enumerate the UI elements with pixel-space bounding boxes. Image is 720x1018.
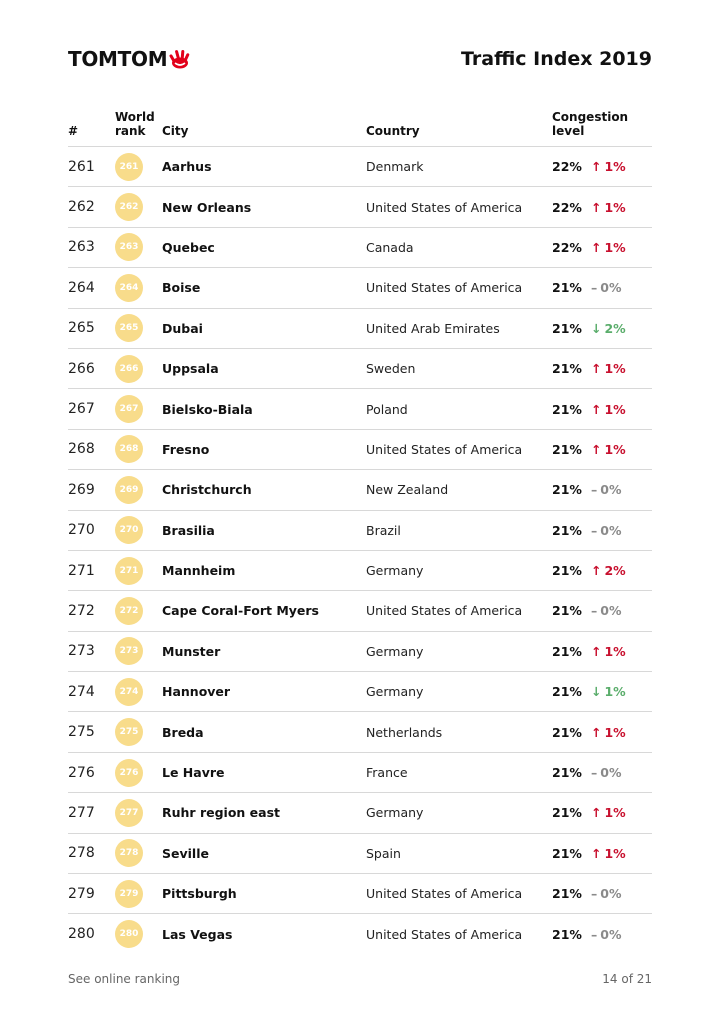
- column-header-country: Country: [366, 124, 420, 138]
- congestion-level: 21%: [552, 522, 582, 538]
- change-arrow-icon: ↑: [591, 199, 602, 215]
- congestion-change: [591, 793, 626, 832]
- world-rank-badge: 278: [115, 839, 143, 867]
- change-value: 1%: [604, 401, 626, 417]
- change-value: 0%: [600, 603, 622, 619]
- congestion-change: [591, 511, 621, 550]
- world-rank-badge: 272: [115, 597, 143, 625]
- change-arrow-icon: –: [591, 926, 598, 942]
- column-header-number: #: [68, 124, 79, 138]
- row-number: 262: [68, 199, 95, 216]
- table-row: [68, 672, 652, 712]
- world-rank-badge: 266: [115, 355, 143, 383]
- change-value: 1%: [604, 159, 626, 175]
- world-rank-cell: [115, 632, 143, 671]
- congestion-level: 21%: [552, 805, 582, 821]
- world-rank-cell: [115, 551, 143, 590]
- online-ranking-link[interactable]: See online ranking: [68, 972, 181, 986]
- change-arrow-icon: –: [591, 603, 598, 619]
- world-rank-cell: [115, 591, 143, 630]
- country-name: United States of America: [366, 603, 523, 619]
- row-number: 276: [68, 764, 95, 781]
- country-name: Brazil: [366, 522, 401, 538]
- country-name: New Zealand: [366, 482, 449, 498]
- table-row: [68, 551, 652, 591]
- table-row: [68, 470, 652, 510]
- world-rank-badge: 280: [115, 920, 143, 948]
- row-number: 269: [68, 481, 95, 498]
- table-row: [68, 793, 652, 833]
- change-arrow-icon: –: [591, 280, 598, 296]
- world-rank-badge: 261: [115, 153, 143, 181]
- city-name: Munster: [162, 643, 221, 659]
- change-arrow-icon: ↓: [591, 684, 602, 700]
- row-number: 268: [68, 441, 95, 458]
- world-rank-cell: [115, 511, 143, 550]
- row-number: 278: [68, 845, 95, 862]
- city-name: Las Vegas: [162, 926, 233, 942]
- change-arrow-icon: ↑: [591, 563, 602, 579]
- change-arrow-icon: –: [591, 482, 598, 498]
- change-arrow-icon: ↑: [591, 724, 602, 740]
- row-number: 263: [68, 239, 95, 256]
- congestion-level: 21%: [552, 926, 582, 942]
- city-name: Hannover: [162, 684, 231, 700]
- city-name: Fresno: [162, 441, 210, 457]
- congestion-level: 21%: [552, 684, 582, 700]
- country-name: Canada: [366, 239, 414, 255]
- table-header: [68, 104, 652, 147]
- world-rank-badge: 269: [115, 476, 143, 504]
- congestion-level: 22%: [552, 239, 582, 255]
- congestion-change: [591, 470, 621, 509]
- change-value: 0%: [600, 482, 622, 498]
- city-name: Quebec: [162, 239, 215, 255]
- city-name: New Orleans: [162, 199, 252, 215]
- change-value: 1%: [604, 684, 626, 700]
- congestion-level: 22%: [552, 159, 582, 175]
- world-rank-cell: [115, 874, 143, 913]
- table-row: [68, 511, 652, 551]
- world-rank-badge: 264: [115, 274, 143, 302]
- change-value: 1%: [604, 845, 626, 861]
- congestion-change: [591, 430, 626, 469]
- congestion-change: [591, 147, 626, 186]
- row-number: 277: [68, 804, 95, 821]
- world-rank-badge: 271: [115, 557, 143, 585]
- ranking-table: [68, 104, 652, 954]
- row-number: 271: [68, 562, 95, 579]
- row-number: 267: [68, 401, 95, 418]
- change-arrow-icon: ↑: [591, 805, 602, 821]
- world-rank-badge: 274: [115, 678, 143, 706]
- table-row: [68, 712, 652, 752]
- row-number: 261: [68, 158, 95, 175]
- congestion-change: [591, 874, 621, 913]
- congestion-change: [591, 591, 621, 630]
- page-title: Traffic Index 2019: [461, 48, 652, 70]
- country-name: Poland: [366, 401, 408, 417]
- congestion-level: 21%: [552, 563, 582, 579]
- congestion-level: 21%: [552, 643, 582, 659]
- change-value: 1%: [604, 643, 626, 659]
- congestion-level: 21%: [552, 724, 582, 740]
- congestion-level: 21%: [552, 441, 582, 457]
- change-arrow-icon: ↑: [591, 361, 602, 377]
- change-value: 0%: [600, 926, 622, 942]
- change-value: 0%: [600, 280, 622, 296]
- table-row: [68, 753, 652, 793]
- world-rank-cell: [115, 793, 143, 832]
- city-name: Breda: [162, 724, 204, 740]
- congestion-level: 21%: [552, 603, 582, 619]
- change-arrow-icon: –: [591, 886, 598, 902]
- world-rank-badge: 277: [115, 799, 143, 827]
- change-value: 2%: [604, 563, 626, 579]
- row-number: 279: [68, 885, 95, 902]
- world-rank-badge: 268: [115, 435, 143, 463]
- world-rank-badge: 263: [115, 233, 143, 261]
- row-number: 280: [68, 926, 95, 943]
- change-arrow-icon: ↑: [591, 159, 602, 175]
- country-name: United States of America: [366, 926, 523, 942]
- change-arrow-icon: –: [591, 522, 598, 538]
- table-row: [68, 874, 652, 914]
- congestion-change: [591, 834, 626, 873]
- change-value: 1%: [604, 441, 626, 457]
- row-number: 266: [68, 360, 95, 377]
- table-row: [68, 309, 652, 349]
- world-rank-cell: [115, 187, 143, 226]
- country-name: United Arab Emirates: [366, 320, 500, 336]
- change-arrow-icon: ↑: [591, 239, 602, 255]
- country-name: Germany: [366, 805, 424, 821]
- table-row: [68, 834, 652, 874]
- city-name: Le Havre: [162, 765, 225, 781]
- world-rank-cell: [115, 309, 143, 348]
- table-row: [68, 430, 652, 470]
- congestion-change: [591, 551, 626, 590]
- change-arrow-icon: –: [591, 765, 598, 781]
- world-rank-cell: [115, 389, 143, 428]
- table-row: [68, 591, 652, 631]
- change-arrow-icon: ↑: [591, 401, 602, 417]
- country-name: United States of America: [366, 441, 523, 457]
- congestion-level: 21%: [552, 845, 582, 861]
- city-name: Uppsala: [162, 361, 219, 377]
- change-value: 0%: [600, 522, 622, 538]
- congestion-level: 21%: [552, 361, 582, 377]
- country-name: Germany: [366, 684, 424, 700]
- column-header-congestion-level: Congestion level: [552, 110, 629, 138]
- country-name: United States of America: [366, 886, 523, 902]
- change-value: 1%: [604, 805, 626, 821]
- congestion-change: [591, 187, 626, 226]
- table-body: [68, 147, 652, 954]
- row-number: 273: [68, 643, 95, 660]
- table-row: [68, 389, 652, 429]
- table-row: [68, 147, 652, 187]
- column-header-world-rank: World rank: [115, 110, 155, 138]
- country-name: France: [366, 765, 408, 781]
- world-rank-badge: 273: [115, 637, 143, 665]
- change-value: 1%: [604, 724, 626, 740]
- world-rank-cell: [115, 430, 143, 469]
- change-value: 0%: [600, 765, 622, 781]
- row-number: 275: [68, 724, 95, 741]
- world-rank-badge: 276: [115, 759, 143, 787]
- table-row: [68, 187, 652, 227]
- world-rank-badge: 267: [115, 395, 143, 423]
- world-rank-cell: [115, 470, 143, 509]
- change-value: 0%: [600, 886, 622, 902]
- city-name: Ruhr region east: [162, 805, 280, 821]
- city-name: Dubai: [162, 320, 203, 336]
- city-name: Aarhus: [162, 159, 212, 175]
- page-number: 14 of 21: [602, 972, 652, 986]
- row-number: 274: [68, 683, 95, 700]
- country-name: Sweden: [366, 361, 416, 377]
- brand-wordmark: TOMTOM: [68, 47, 168, 71]
- country-name: Netherlands: [366, 724, 443, 740]
- change-value: 1%: [604, 361, 626, 377]
- city-name: Cape Coral-Fort Myers: [162, 603, 320, 619]
- city-name: Pittsburgh: [162, 886, 237, 902]
- column-header-city: City: [162, 124, 189, 138]
- congestion-change: [591, 389, 626, 428]
- congestion-level: 21%: [552, 401, 582, 417]
- world-rank-cell: [115, 753, 143, 792]
- world-rank-badge: 265: [115, 314, 143, 342]
- congestion-change: [591, 914, 621, 953]
- congestion-change: [591, 753, 621, 792]
- world-rank-badge: 279: [115, 880, 143, 908]
- table-row: [68, 914, 652, 953]
- row-number: 265: [68, 320, 95, 337]
- world-rank-cell: [115, 834, 143, 873]
- world-rank-cell: [115, 228, 143, 267]
- world-rank-cell: [115, 672, 143, 711]
- country-name: United States of America: [366, 280, 523, 296]
- world-rank-badge: 270: [115, 516, 143, 544]
- city-name: Boise: [162, 280, 201, 296]
- country-name: Germany: [366, 563, 424, 579]
- world-rank-cell: [115, 914, 143, 953]
- congestion-level: 21%: [552, 765, 582, 781]
- world-rank-cell: [115, 268, 143, 307]
- congestion-level: 22%: [552, 199, 582, 215]
- congestion-change: [591, 672, 626, 711]
- tomtom-logo[interactable]: [68, 47, 192, 71]
- change-arrow-icon: ↓: [591, 320, 602, 336]
- congestion-level: 21%: [552, 280, 582, 296]
- world-rank-cell: [115, 712, 143, 751]
- country-name: Denmark: [366, 159, 424, 175]
- change-arrow-icon: ↑: [591, 441, 602, 457]
- change-arrow-icon: ↑: [591, 643, 602, 659]
- change-value: 1%: [604, 199, 626, 215]
- table-row: [68, 632, 652, 672]
- world-rank-badge: 262: [115, 193, 143, 221]
- change-value: 2%: [604, 320, 626, 336]
- country-name: Spain: [366, 845, 401, 861]
- congestion-change: [591, 632, 626, 671]
- congestion-level: 21%: [552, 482, 582, 498]
- city-name: Bielsko-Biala: [162, 401, 253, 417]
- row-number: 264: [68, 279, 95, 296]
- congestion-level: 21%: [552, 320, 582, 336]
- change-arrow-icon: ↑: [591, 845, 602, 861]
- change-value: 1%: [604, 239, 626, 255]
- city-name: Christchurch: [162, 482, 252, 498]
- table-row: [68, 228, 652, 268]
- hand-icon: [168, 48, 192, 70]
- city-name: Seville: [162, 845, 209, 861]
- congestion-change: [591, 309, 626, 348]
- table-row: [68, 268, 652, 308]
- city-name: Mannheim: [162, 563, 236, 579]
- city-name: Brasilia: [162, 522, 215, 538]
- congestion-change: [591, 712, 626, 751]
- congestion-change: [591, 268, 621, 307]
- row-number: 272: [68, 602, 95, 619]
- world-rank-cell: [115, 349, 143, 388]
- row-number: 270: [68, 522, 95, 539]
- country-name: United States of America: [366, 199, 523, 215]
- country-name: Germany: [366, 643, 424, 659]
- table-row: [68, 349, 652, 389]
- congestion-level: 21%: [552, 886, 582, 902]
- congestion-change: [591, 349, 626, 388]
- page-header: [68, 44, 652, 76]
- congestion-change: [591, 228, 626, 267]
- world-rank-badge: 275: [115, 718, 143, 746]
- world-rank-cell: [115, 147, 143, 186]
